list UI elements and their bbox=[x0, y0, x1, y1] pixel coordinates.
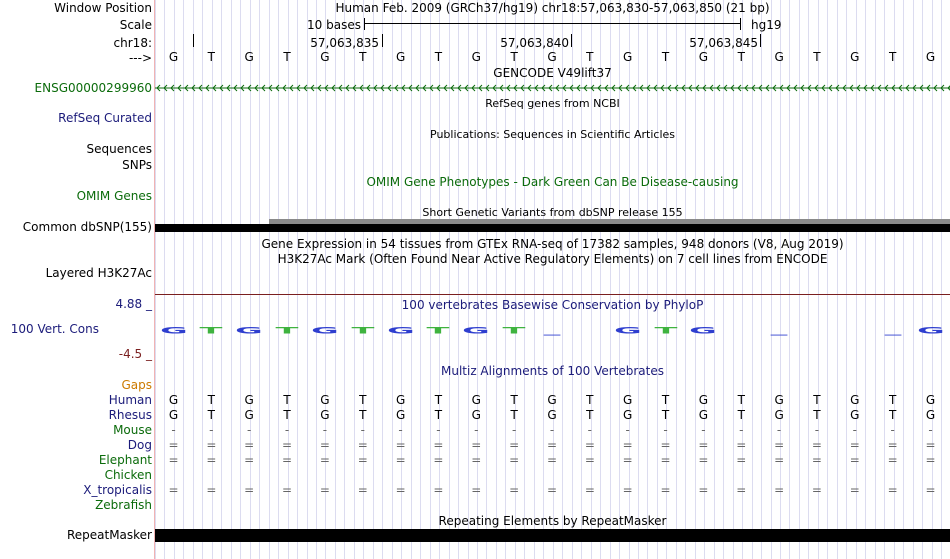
omim-track-title: OMIM Gene Phenotypes - Dark Green Can Be Disease-causing bbox=[366, 175, 739, 189]
conservation-base: G bbox=[386, 325, 415, 336]
gencode-track-title: GENCODE V49lift37 bbox=[493, 66, 612, 80]
conservation-base: T bbox=[426, 325, 450, 336]
species-mouse-label: Mouse bbox=[113, 423, 152, 437]
alignment-gap: = bbox=[736, 483, 747, 497]
alignment-gap: - bbox=[511, 423, 517, 437]
alignment-base: T bbox=[434, 408, 443, 422]
conservation-base: G bbox=[916, 325, 945, 336]
gencode-gene-label[interactable]: ENSG00000299960 bbox=[34, 81, 152, 95]
alignment-gap: = bbox=[206, 483, 217, 497]
alignment-gap: = bbox=[244, 438, 255, 452]
strand-arrow-label[interactable]: ---> bbox=[128, 51, 152, 65]
alignment-gap: = bbox=[471, 438, 482, 452]
alignment-base: G bbox=[244, 393, 254, 407]
alignment-base: T bbox=[510, 408, 518, 422]
chr-label[interactable]: chr18: bbox=[113, 36, 152, 50]
alignment-gap: = bbox=[774, 453, 785, 467]
sequence-base: T bbox=[813, 50, 821, 64]
sequence-base: T bbox=[737, 50, 745, 64]
alignment-base: G bbox=[471, 408, 481, 422]
conservation-base: _ bbox=[770, 325, 788, 336]
alignment-gap: = bbox=[849, 453, 860, 467]
alignment-gap: - bbox=[209, 423, 214, 437]
sequence-base: G bbox=[623, 50, 633, 64]
alignment-base: T bbox=[207, 408, 216, 422]
alignment-gap: = bbox=[622, 453, 633, 467]
alignment-gap: = bbox=[887, 483, 898, 497]
sequence-base: T bbox=[359, 50, 367, 64]
alignment-gap: = bbox=[849, 438, 860, 452]
sequence-base: T bbox=[888, 50, 897, 64]
ruler-tick bbox=[382, 34, 383, 47]
alignment-gap: = bbox=[736, 453, 747, 467]
scale-bar-right-tick bbox=[740, 18, 741, 30]
repeatmasker-track-label[interactable]: RepeatMasker bbox=[66, 528, 152, 542]
conservation-track-label[interactable]: 100 Vert. Cons bbox=[10, 322, 99, 336]
alignment-gap: = bbox=[622, 438, 633, 452]
scale-label: Scale bbox=[119, 18, 152, 32]
alignment-base: T bbox=[586, 408, 594, 422]
conservation-base: T bbox=[351, 325, 375, 336]
species-chicken-label: Chicken bbox=[104, 468, 152, 482]
alignment-gap: = bbox=[584, 453, 595, 467]
alignment-base: G bbox=[395, 408, 406, 422]
sequence-base: T bbox=[283, 50, 291, 64]
sequence-base: G bbox=[168, 50, 179, 64]
alignment-gap: - bbox=[587, 423, 593, 437]
alignment-base: G bbox=[698, 393, 709, 407]
alignment-gap: = bbox=[546, 453, 558, 467]
alignment-base: T bbox=[661, 393, 670, 407]
alignment-base: G bbox=[698, 408, 709, 422]
phylop-track-title: 100 vertebrates Basewise Conservation by PhyloP bbox=[401, 298, 704, 312]
alignment-gap: = bbox=[698, 483, 709, 497]
alignment-gap: = bbox=[887, 453, 898, 467]
alignment-row-elephant bbox=[155, 453, 950, 467]
alignment-gap: = bbox=[925, 453, 936, 467]
conservation-max-label: 4.88 _ bbox=[115, 297, 152, 311]
conservation-logo-row[interactable] bbox=[155, 322, 950, 342]
alignment-base: T bbox=[207, 393, 216, 407]
coord-tick-label: 57,063,845 bbox=[689, 36, 758, 50]
conservation-base: T bbox=[502, 325, 526, 336]
dbsnp-feature-bar[interactable] bbox=[155, 224, 950, 232]
alignment-base: G bbox=[623, 393, 633, 407]
alignment-gap: = bbox=[811, 483, 822, 497]
alignment-gap: = bbox=[319, 483, 330, 497]
window-position-text: Human Feb. 2009 (GRCh37/hg19) chr18:57,063,830-57,063,850 (21 bp) bbox=[335, 1, 770, 15]
alignment-gap: - bbox=[171, 423, 176, 437]
sequence-base: G bbox=[850, 50, 860, 64]
alignment-gap: = bbox=[925, 483, 936, 497]
alignment-base: G bbox=[547, 408, 557, 422]
sequence-base: G bbox=[774, 50, 784, 64]
species-xtropicalis-label: X_tropicalis bbox=[83, 483, 152, 497]
alignment-base: T bbox=[888, 408, 897, 422]
alignment-gap: = bbox=[622, 483, 633, 497]
alignment-base: T bbox=[359, 408, 367, 422]
alignment-gap: = bbox=[887, 438, 898, 452]
sequence-base: G bbox=[547, 50, 557, 64]
alignment-base: T bbox=[888, 393, 897, 407]
coord-tick-label: 57,063,835 bbox=[310, 36, 379, 50]
alignment-row-rhesus bbox=[155, 408, 950, 422]
alignment-gap: - bbox=[814, 423, 820, 437]
alignment-gap: = bbox=[168, 438, 179, 452]
alignment-base: G bbox=[925, 393, 936, 407]
alignment-base: G bbox=[168, 408, 179, 422]
alignment-gap: - bbox=[852, 423, 857, 437]
alignment-base: T bbox=[283, 393, 291, 407]
species-elephant-label: Elephant bbox=[98, 453, 152, 467]
conservation-base: G bbox=[689, 325, 718, 336]
alignment-gap: = bbox=[206, 453, 217, 467]
alignment-gap: = bbox=[811, 453, 822, 467]
repeatmasker-feature-bar[interactable] bbox=[155, 529, 950, 542]
alignment-base: T bbox=[737, 393, 745, 407]
alignment-gap: = bbox=[471, 483, 482, 497]
ruler-tick bbox=[571, 34, 572, 47]
alignment-gap: = bbox=[244, 453, 255, 467]
conservation-base: G bbox=[462, 325, 491, 336]
alignment-base: G bbox=[774, 408, 784, 422]
alignment-gap: = bbox=[546, 438, 558, 452]
alignment-gap: = bbox=[168, 483, 179, 497]
alignment-gap: = bbox=[357, 438, 368, 452]
alignment-gap: = bbox=[736, 438, 747, 452]
alignment-base: G bbox=[547, 393, 557, 407]
sequence-base: G bbox=[925, 50, 936, 64]
window-position-label: Window Position bbox=[54, 1, 152, 15]
publications-track-title: Publications: Sequences in Scientific Articles bbox=[430, 128, 675, 141]
alignment-base: T bbox=[586, 393, 594, 407]
alignment-row-xtropicalis bbox=[155, 483, 950, 497]
conservation-base: _ bbox=[884, 325, 902, 336]
alignment-base: G bbox=[925, 408, 936, 422]
alignment-gap: - bbox=[284, 423, 290, 437]
sequence-base: G bbox=[395, 50, 406, 64]
alignment-base: T bbox=[661, 408, 670, 422]
alignment-base: G bbox=[774, 393, 784, 407]
alignment-gap: = bbox=[660, 453, 671, 467]
conservation-base: G bbox=[613, 325, 642, 336]
alignment-gap: = bbox=[471, 453, 482, 467]
alignment-gap: - bbox=[625, 423, 630, 437]
conservation-base: T bbox=[199, 325, 223, 336]
alignment-gap: - bbox=[739, 423, 744, 437]
refseq-track-label[interactable]: RefSeq Curated bbox=[58, 111, 152, 125]
conservation-base: G bbox=[311, 325, 339, 336]
species-rhesus-label: Rhesus bbox=[108, 408, 152, 422]
alignment-gap: = bbox=[206, 438, 217, 452]
sequence-base: G bbox=[471, 50, 481, 64]
conservation-min-label: -4.5 _ bbox=[118, 347, 152, 361]
sequence-base: T bbox=[434, 50, 443, 64]
refseq-track-title: RefSeq genes from NCBI bbox=[485, 97, 620, 110]
alignment-gap: - bbox=[398, 423, 403, 437]
alignment-base: G bbox=[471, 393, 481, 407]
sequence-base: G bbox=[244, 50, 254, 64]
alignment-gap: - bbox=[776, 423, 782, 437]
coord-tick-label: 57,063,840 bbox=[500, 36, 569, 50]
alignment-gap: = bbox=[584, 483, 595, 497]
alignment-base: T bbox=[737, 408, 745, 422]
multiz-track-title: Multiz Alignments of 100 Vertebrates bbox=[440, 364, 665, 378]
alignment-row-mouse bbox=[155, 423, 950, 437]
sequence-base: G bbox=[320, 50, 330, 64]
alignment-gap: - bbox=[474, 423, 479, 437]
alignment-base: T bbox=[510, 393, 518, 407]
alignment-gap: = bbox=[319, 438, 330, 452]
alignment-row-dog bbox=[155, 438, 950, 452]
alignment-gap: = bbox=[282, 453, 293, 467]
alignment-gap: = bbox=[319, 453, 330, 467]
base-sequence-row bbox=[155, 50, 950, 64]
conservation-base: _ bbox=[543, 325, 561, 336]
sequences-track-label[interactable]: Sequences bbox=[86, 142, 152, 156]
conservation-base: G bbox=[159, 325, 188, 336]
alignment-gap: - bbox=[890, 423, 895, 437]
species-dog-label: Dog bbox=[127, 438, 152, 452]
alignment-gap: - bbox=[663, 423, 668, 437]
alignment-base: G bbox=[320, 408, 330, 422]
alignment-gap: - bbox=[549, 423, 555, 437]
alignment-base: G bbox=[320, 393, 330, 407]
dbsnp-gray-feature[interactable] bbox=[269, 219, 950, 224]
alignment-gap: = bbox=[811, 438, 822, 452]
scale-text: 10 bases bbox=[307, 18, 361, 32]
sequence-base: T bbox=[586, 50, 594, 64]
alignment-gap: = bbox=[357, 483, 368, 497]
alignment-gap: = bbox=[546, 483, 558, 497]
alignment-gap: - bbox=[247, 423, 252, 437]
gtex-track-title: Gene Expression in 54 tissues from GTEx RNA-seq of 17382 samples, 948 donors (V8, Aug 2019) bbox=[261, 237, 844, 251]
alignment-base: G bbox=[244, 408, 254, 422]
alignment-gap: - bbox=[360, 423, 365, 437]
ruler-tick bbox=[760, 34, 761, 47]
omim-track-label[interactable]: OMIM Genes bbox=[76, 189, 152, 203]
alignment-base: T bbox=[283, 408, 291, 422]
sequence-base: T bbox=[661, 50, 670, 64]
dbsnp-track-title: Short Genetic Variants from dbSNP release 155 bbox=[422, 206, 683, 219]
alignment-gap: = bbox=[509, 453, 520, 467]
alignment-gap: = bbox=[433, 453, 444, 467]
scale-bar-left-tick bbox=[364, 18, 365, 30]
species-human-label: Human bbox=[108, 393, 152, 407]
alignment-base: G bbox=[850, 393, 860, 407]
alignment-gap: = bbox=[433, 483, 444, 497]
alignment-row-human bbox=[155, 393, 950, 407]
alignment-gap: = bbox=[774, 483, 785, 497]
alignment-base: G bbox=[623, 408, 633, 422]
alignment-gap: = bbox=[282, 438, 293, 452]
alignment-base: T bbox=[434, 393, 443, 407]
alignment-gap: = bbox=[698, 453, 709, 467]
alignment-base: G bbox=[168, 393, 179, 407]
alignment-base: T bbox=[813, 408, 821, 422]
alignment-gap: = bbox=[357, 453, 368, 467]
conservation-base: T bbox=[275, 325, 299, 336]
track-image[interactable] bbox=[155, 0, 950, 559]
alignment-gap: = bbox=[849, 483, 860, 497]
species-zebrafish-label: Zebrafish bbox=[95, 498, 152, 512]
alignment-gap: = bbox=[660, 438, 671, 452]
alignment-gap: = bbox=[660, 483, 671, 497]
sequence-base: G bbox=[698, 50, 709, 64]
track-separator bbox=[155, 294, 950, 295]
snps-track-label[interactable]: SNPs bbox=[122, 158, 152, 172]
dbsnp-track-label[interactable]: Common dbSNP(155) bbox=[22, 220, 152, 234]
alignment-gap: = bbox=[395, 438, 406, 452]
repeatmasker-track-title: Repeating Elements by RepeatMasker bbox=[438, 514, 667, 528]
track-labels bbox=[0, 0, 154, 559]
scale-bar bbox=[364, 23, 741, 24]
alignment-gap: = bbox=[509, 438, 520, 452]
alignment-gap: - bbox=[701, 423, 706, 437]
alignment-gap: - bbox=[436, 423, 441, 437]
sequence-base: T bbox=[207, 50, 216, 64]
alignment-gap: = bbox=[584, 438, 595, 452]
gencode-gene-feature[interactable] bbox=[155, 83, 950, 93]
alignment-base: G bbox=[850, 408, 860, 422]
alignment-gap: = bbox=[774, 438, 785, 452]
alignment-gap: = bbox=[698, 438, 709, 452]
alignment-gap: - bbox=[322, 423, 328, 437]
alignment-gap: = bbox=[925, 438, 936, 452]
alignment-gap: = bbox=[244, 483, 255, 497]
conservation-base: T bbox=[654, 325, 677, 336]
gaps-label: Gaps bbox=[121, 378, 152, 392]
h3k27ac-track-label[interactable]: Layered H3K27Ac bbox=[45, 266, 152, 280]
alignment-base: T bbox=[359, 393, 367, 407]
h3k27ac-track-title: H3K27Ac Mark (Often Found Near Active Regulatory Elements) on 7 cell lines from ENCODE bbox=[277, 252, 828, 266]
alignment-gap: = bbox=[395, 453, 406, 467]
alignment-base: G bbox=[395, 393, 406, 407]
alignment-gap: = bbox=[395, 483, 406, 497]
conservation-base: G bbox=[235, 325, 263, 336]
alignment-base: T bbox=[813, 393, 821, 407]
alignment-gap: = bbox=[433, 438, 444, 452]
sequence-base: T bbox=[510, 50, 518, 64]
alignment-gap: - bbox=[928, 423, 933, 437]
alignment-gap: = bbox=[282, 483, 293, 497]
ruler-tick bbox=[193, 34, 194, 47]
alignment-gap: = bbox=[509, 483, 520, 497]
alignment-gap: = bbox=[168, 453, 179, 467]
assembly-text: hg19 bbox=[751, 18, 782, 32]
